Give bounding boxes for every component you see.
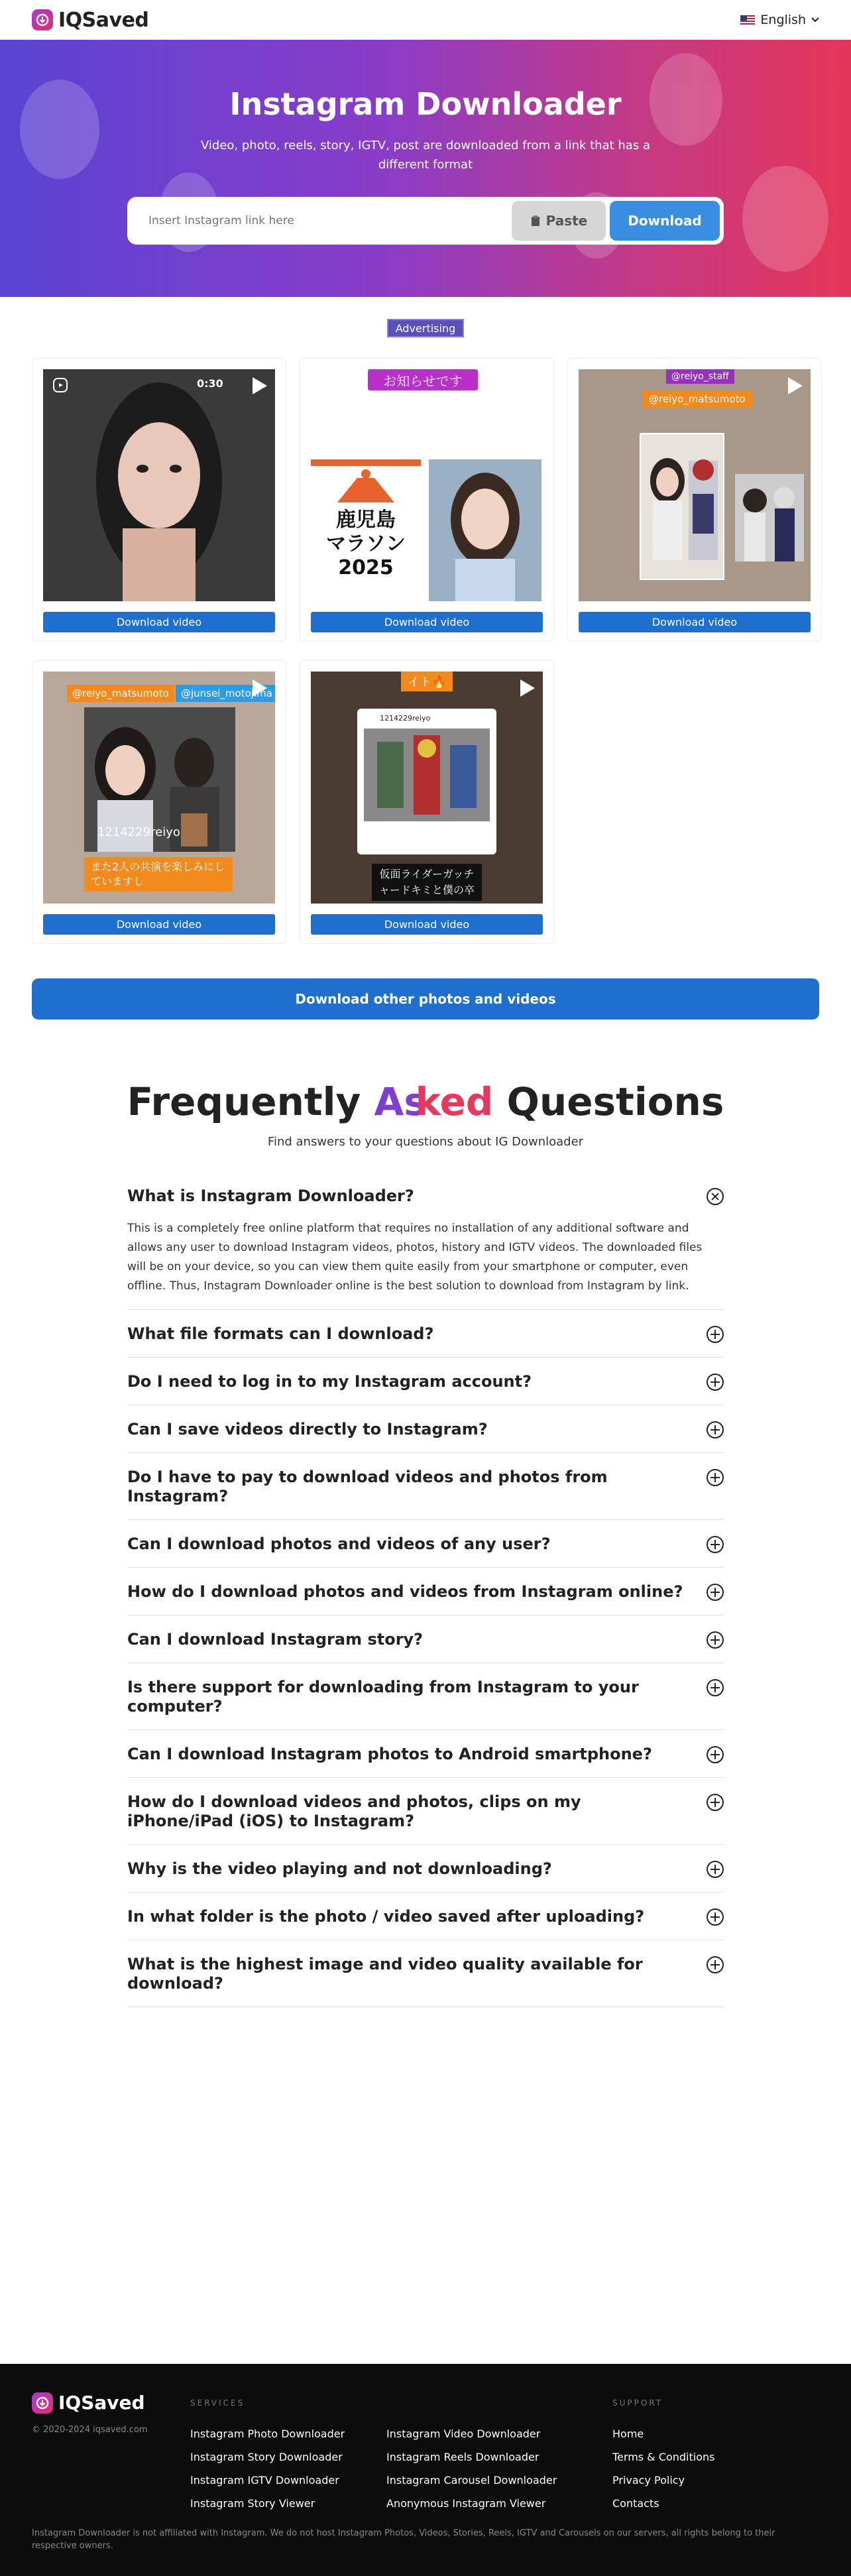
footer-link[interactable]: Instagram Reels Downloader (386, 2451, 539, 2463)
faq-item[interactable] (127, 1778, 724, 1845)
faq-item[interactable] (127, 1940, 724, 2007)
faq-question: Can I download Instagram story? (127, 1630, 424, 1649)
marathon-poster (311, 459, 421, 601)
services-heading: SERVICES (190, 2398, 245, 2408)
photo-frame (735, 474, 804, 561)
us-flag-icon (740, 15, 755, 25)
poster-text: 鹿児島 マラソン 2025 (326, 508, 406, 579)
faq-question: Is there support for downloading from Instagram to your computer? (127, 1678, 639, 1716)
disclaimer: Instagram Downloader is not affiliated with Instagram. We do not host Instagram Photos, Videos, Stories, Reels, IGTV and Carousels on our servers, all rights belong to their respective owners. (32, 2528, 775, 2551)
faq-item[interactable] (127, 1663, 724, 1730)
plus-icon[interactable] (707, 1421, 724, 1438)
logo-text: IQSaved (58, 2392, 145, 2414)
media-card (567, 358, 822, 642)
faq-item[interactable] (127, 1893, 724, 1940)
account-tag: @junsei_motojima (176, 685, 275, 702)
account-tag: @reiyo_matsumoto (67, 685, 174, 702)
plus-icon[interactable] (707, 1794, 724, 1811)
faq-title (0, 1079, 851, 1124)
plus-icon[interactable] (707, 1536, 724, 1553)
footer-link[interactable]: Contacts (612, 2497, 659, 2510)
page-title: Instagram Downloader (229, 86, 622, 122)
faq-question: How do I download photos and videos from Instagram online? (127, 1582, 683, 1601)
video-caption: 仮面ライダーガッチャードキミと僕の卒 (372, 864, 482, 901)
site-footer (0, 2364, 851, 2576)
faq-question: What is the highest image and video quality available for download? (127, 1955, 643, 1993)
plus-icon[interactable] (707, 1908, 724, 1926)
video-thumbnail[interactable] (43, 369, 275, 601)
faq-item[interactable] (127, 1358, 724, 1405)
search-bar (127, 197, 724, 245)
hero-section (0, 40, 851, 297)
clipboard-icon (530, 215, 541, 227)
plus-icon[interactable] (707, 1584, 724, 1601)
banner-text: イト🔥 (401, 672, 453, 691)
plus-icon[interactable] (707, 1956, 724, 1973)
video-caption: 1214229reiyo (97, 825, 180, 839)
faq-item[interactable] (127, 1730, 724, 1778)
support-links (612, 2422, 714, 2515)
post-preview (357, 709, 496, 854)
close-icon[interactable] (703, 1185, 728, 1209)
faq-item[interactable] (127, 1310, 724, 1358)
faq-question: How do I download videos and photos, clips on my iPhone/iPad (iOS) to Instagram? (127, 1792, 581, 1830)
plus-icon[interactable] (707, 1746, 724, 1763)
language-selector[interactable] (740, 13, 819, 27)
media-card (300, 358, 554, 642)
faq-answer: This is a completely free online platform that requires no installation of any additional software and allows any user to download Instagram videos, photos, history and IGTV videos. The downloaded files will be on your device, so you can view them quite easily from your smartphone or computer, even offline. Thus, Instagram Downloader online is the best solution to download from Instagram by link. (127, 1222, 703, 1293)
volcano-icon (311, 466, 421, 506)
hero-subtitle: Video, photo, reels, story, IGTV, post are downloaded from a link that has a different format (201, 139, 650, 172)
video-thumbnail[interactable] (43, 672, 275, 904)
footer-link[interactable]: Instagram Story Viewer (190, 2497, 315, 2510)
portrait-image (429, 459, 541, 601)
faq-question: Can I save videos directly to Instagram? (127, 1420, 488, 1438)
download-video-button[interactable]: Download video (311, 914, 543, 935)
footer-link[interactable]: Home (612, 2428, 644, 2440)
footer-logo[interactable] (32, 2392, 145, 2414)
subtitle-box: また2人の共演を楽しみにしていますし (84, 857, 233, 892)
video-thumbnail[interactable] (579, 369, 811, 601)
faq-question: What file formats can I download? (127, 1324, 434, 1343)
notice-banner: お知らせです (368, 369, 478, 390)
site-header (0, 0, 851, 40)
faq-item[interactable] (127, 1615, 724, 1663)
faq-title-accent: As (374, 1079, 427, 1124)
play-icon (520, 679, 535, 697)
logo-icon (32, 2392, 53, 2414)
advertising-label: Advertising (387, 319, 464, 337)
faq-question: Do I have to pay to download videos and photos from Instagram? (127, 1468, 608, 1505)
faq-question: Can I download photos and videos of any user? (127, 1535, 551, 1553)
copyright: © 2020-2024 iqsaved.com (32, 2425, 148, 2435)
download-button[interactable]: Download (610, 201, 720, 241)
faq-item[interactable] (127, 1845, 724, 1893)
plus-icon[interactable] (707, 1861, 724, 1878)
footer-link[interactable]: Instagram IGTV Downloader (190, 2474, 339, 2487)
play-icon (253, 377, 267, 394)
play-icon (788, 377, 803, 394)
faq-question: What is Instagram Downloader? (127, 1187, 414, 1205)
faq-item[interactable] (127, 1405, 724, 1453)
faq-subtitle: Find answers to your questions about IG Downloader (267, 1135, 584, 1149)
chevron-down-icon (811, 17, 819, 23)
media-card (300, 660, 554, 944)
plus-icon[interactable] (707, 1631, 724, 1649)
video-thumbnail[interactable] (311, 369, 543, 601)
faq-question: In what folder is the photo / video saved after uploading? (127, 1907, 645, 1926)
download-video-button[interactable]: Download video (579, 612, 811, 632)
account-tag: @reiyo_matsumoto (642, 390, 752, 408)
footer-link[interactable]: Privacy Policy (612, 2474, 685, 2487)
portrait-image (43, 369, 275, 601)
video-thumbnail[interactable] (311, 672, 543, 904)
faq-item[interactable] (127, 1520, 724, 1568)
photo-frame (640, 433, 724, 580)
plus-icon[interactable] (707, 1326, 724, 1343)
footer-link[interactable]: Instagram Photo Downloader (190, 2428, 345, 2440)
site-logo[interactable] (32, 9, 148, 32)
logo-text: IQSaved (58, 8, 149, 32)
faq-question: Do I need to log in to my Instagram account? (127, 1372, 532, 1391)
footer-link[interactable]: Instagram Story Downloader (190, 2451, 343, 2463)
play-icon (253, 679, 267, 697)
footer-link[interactable]: Instagram Carousel Downloader (386, 2474, 557, 2487)
paste-button[interactable] (512, 201, 606, 241)
services-links (190, 2422, 345, 2515)
footer-link[interactable]: Terms & Conditions (612, 2451, 715, 2463)
logo-icon (32, 9, 53, 30)
account-tag: @reiyo_staff (666, 369, 734, 384)
plus-icon[interactable] (707, 1469, 724, 1486)
faq-item[interactable] (127, 1172, 724, 1310)
footer-link[interactable]: Anonymous Instagram Viewer (386, 2497, 546, 2510)
plus-icon[interactable] (707, 1679, 724, 1696)
faq-question: Can I download Instagram photos to Android smartphone? (127, 1745, 652, 1763)
services-links (386, 2422, 557, 2515)
support-heading: SUPPORT (612, 2398, 663, 2408)
faq-title-accent: ked (415, 1079, 494, 1124)
faq-question: Why is the video playing and not downloading? (127, 1859, 552, 1878)
footer-link[interactable]: Instagram Video Downloader (386, 2428, 541, 2440)
reel-icon (52, 377, 68, 393)
video-duration: 0:30 (197, 377, 223, 390)
download-video-button[interactable]: Download video (43, 612, 275, 632)
link-input[interactable] (131, 201, 512, 241)
faq-item[interactable] (127, 1568, 724, 1615)
faq-title-part: Questions (506, 1079, 724, 1124)
language-label: English (760, 13, 806, 27)
paste-label: Paste (545, 213, 588, 229)
download-video-button[interactable]: Download video (43, 914, 275, 935)
download-video-button[interactable]: Download video (311, 612, 543, 632)
media-card (32, 358, 286, 642)
media-card (32, 660, 286, 944)
faq-item[interactable] (127, 1453, 724, 1520)
faq-list (127, 1172, 724, 2007)
download-other-button[interactable]: Download other photos and videos (32, 978, 819, 1020)
faq-title-part: Frequently (127, 1079, 361, 1124)
plus-icon[interactable] (707, 1374, 724, 1391)
post-account: 1214229reiyo (380, 714, 431, 723)
